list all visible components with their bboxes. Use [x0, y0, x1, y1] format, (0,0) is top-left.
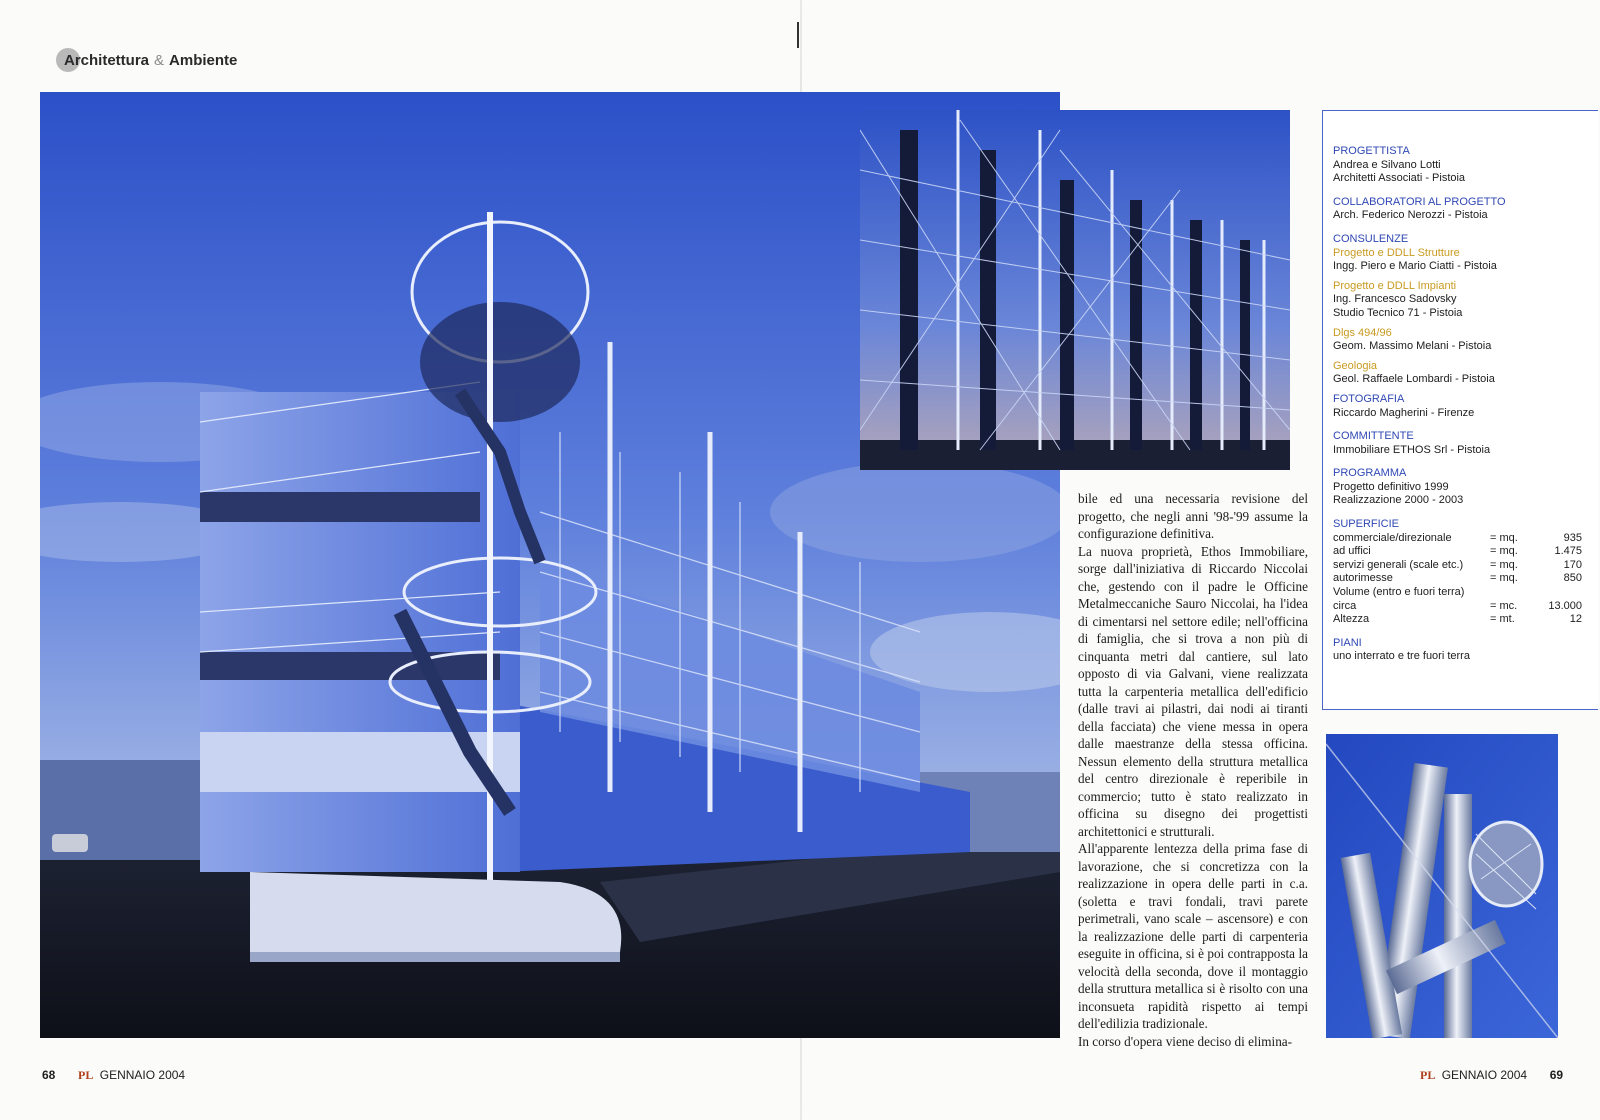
page-number-left: 68: [42, 1068, 56, 1082]
sheet-line: Geol. Raffaele Lombardi - Pistoia: [1333, 373, 1495, 386]
sheet-heading: FOTOGRAFIA: [1333, 392, 1405, 405]
row-unit: = mq.: [1490, 572, 1518, 585]
row-label: Volume (entro e fuori terra): [1333, 586, 1465, 599]
sheet-line: Immobiliare ETHOS Srl - Pistoia: [1333, 443, 1491, 456]
row-value: 12: [1569, 613, 1582, 626]
folio-right: [1420, 1068, 1563, 1083]
sheet-fotografia: [1333, 393, 1588, 420]
facade-detail-photo: [860, 110, 1290, 470]
sheet-heading: CONSULENZE: [1333, 232, 1409, 245]
superficie-row: [1333, 545, 1588, 559]
body-paragraph-1: bile ed una necessaria revisione del progetto, che negli anni '98-'99 assume la configurazione definitiva.: [1078, 491, 1308, 541]
page-number-right: 69: [1549, 1068, 1564, 1082]
sheet-piani: [1333, 637, 1588, 664]
sheet-line: Andrea e Silvano Lotti: [1333, 158, 1441, 171]
sheet-line: uno interrato e tre fuori terra: [1333, 650, 1470, 663]
row-label: circa: [1333, 599, 1357, 612]
section-title-amp: &: [154, 51, 165, 69]
sheet-subheading: Geologia: [1333, 359, 1378, 372]
sheet-progettista: [1333, 145, 1588, 186]
sheet-collaboratori: [1333, 196, 1588, 223]
row-value: [1542, 586, 1582, 600]
row-label: autorimesse: [1333, 572, 1393, 585]
issue-date-right: GENNAIO 2004: [1441, 1068, 1528, 1082]
sheet-line: Ingg. Piero e Mario Ciatti - Pistoia: [1333, 260, 1497, 273]
sheet-heading: PROGRAMMA: [1333, 467, 1407, 480]
sheet-line: Riccardo Magherini - Firenze: [1333, 406, 1475, 419]
row-value: 13.000: [1548, 599, 1582, 612]
sheet-line: Architetti Associati - Pistoia: [1333, 172, 1466, 185]
sheet-line: Realizzazione 2000 - 2003: [1333, 494, 1464, 507]
superficie-row: [1333, 532, 1588, 546]
section-title-part2: Ambiente: [169, 51, 238, 69]
row-value: 850: [1563, 572, 1582, 585]
section-title-part1: Architettura: [64, 51, 150, 69]
folio-left: [42, 1068, 185, 1083]
body-paragraph-4: In corso d'opera viene deciso di elimina-: [1078, 1033, 1293, 1049]
pipes-detail-photo: [1326, 734, 1558, 1038]
superficie-row: [1333, 559, 1588, 573]
sheet-line: Arch. Federico Nerozzi - Pistoia: [1333, 209, 1488, 222]
issue-date-left: GENNAIO 2004: [99, 1068, 186, 1082]
row-unit: = mq.: [1490, 545, 1518, 558]
row-label: Altezza: [1333, 613, 1370, 626]
body-paragraph-2: La nuova proprietà, Ethos Immobiliare, sorge dall'iniziativa di Riccardo Niccolai che, gestendo con il padre le Officine Metalmeccaniche Sauro Niccolai, ha l'idea di cimentarsi nel settore edile; nell'officina di famiglia, che si trova a non più di cinquanta metri dal cantiere, sul lato opposto di via Galvani, viene realizzata tutta la carpenteria metallica dell'edificio (dalle travi ai pilastri, dai nodi ai tiranti della facciata) che viene messa in opera dalle maestranze della stessa officina. Nessun elemento della struttura metallica del centro direzionale è reperibile in commercio; tutto è stato realizzato in officina su disegno dei progettisti architettonici e strutturali.: [1078, 543, 1308, 839]
body-paragraph-3: All'apparente lentezza della prima fase di lavorazione, che si concretizza con la realizzazione in opera delle parti in c.a. (soletta e travi fondali, travi parete perimetrali, vano scale – ascensore) e con la realizzazione delle parti di carpenteria eseguite in officina, si è poi contrapposta la velocità della seconda, dove il montaggio della struttura metallica si è risolto con una inconsueta rapidità rispetto ai tempi dell'edilizia tradizionale.: [1078, 841, 1308, 1031]
sheet-heading: PIANI: [1333, 636, 1362, 649]
superficie-row: [1333, 600, 1588, 614]
sheet-subheading: Progetto e DDLL Strutture: [1333, 246, 1460, 259]
sheet-subheading: Dlgs 494/96: [1333, 326, 1392, 339]
sheet-heading: COMMITTENTE: [1333, 430, 1414, 443]
article-body: [1078, 490, 1308, 1050]
section-header: [56, 48, 238, 72]
row-value: 1.475: [1554, 545, 1582, 558]
superficie-row: [1333, 613, 1588, 627]
magazine-logo-right: PL: [1420, 1068, 1436, 1082]
sheet-superficie: [1333, 518, 1588, 627]
gutter-mark: [797, 22, 799, 48]
magazine-logo-left: PL: [78, 1068, 94, 1082]
sheet-line: Studio Tecnico 71 - Pistoia: [1333, 306, 1463, 319]
sheet-line: Geom. Massimo Melani - Pistoia: [1333, 340, 1492, 353]
superficie-row: [1333, 586, 1588, 600]
row-value: 935: [1563, 531, 1582, 544]
row-label: servizi generali (scale etc.): [1333, 558, 1464, 571]
sheet-heading: COLLABORATORI AL PROGETTO: [1333, 195, 1506, 208]
superficie-row: [1333, 572, 1588, 586]
row-value: 170: [1563, 558, 1582, 571]
row-unit: = mq.: [1490, 558, 1518, 571]
sheet-line: Ing. Francesco Sadovsky: [1333, 293, 1457, 306]
sheet-line: Progetto definitivo 1999: [1333, 480, 1449, 493]
sheet-subheading: Progetto e DDLL Impianti: [1333, 279, 1457, 292]
row-unit: = mt.: [1490, 613, 1515, 626]
row-unit: = mc.: [1490, 599, 1518, 612]
sheet-consulenze: [1333, 233, 1588, 387]
sheet-heading: SUPERFICIE: [1333, 518, 1400, 531]
sheet-heading: PROGETTISTA: [1333, 145, 1410, 157]
sheet-programma: [1333, 467, 1588, 508]
row-unit: [1490, 586, 1542, 600]
project-data-sheet: [1322, 110, 1598, 710]
sheet-committente: [1333, 430, 1588, 457]
row-label: ad uffici: [1333, 545, 1371, 558]
row-unit: = mq.: [1490, 531, 1518, 544]
row-label: commerciale/direzionale: [1333, 531, 1452, 544]
